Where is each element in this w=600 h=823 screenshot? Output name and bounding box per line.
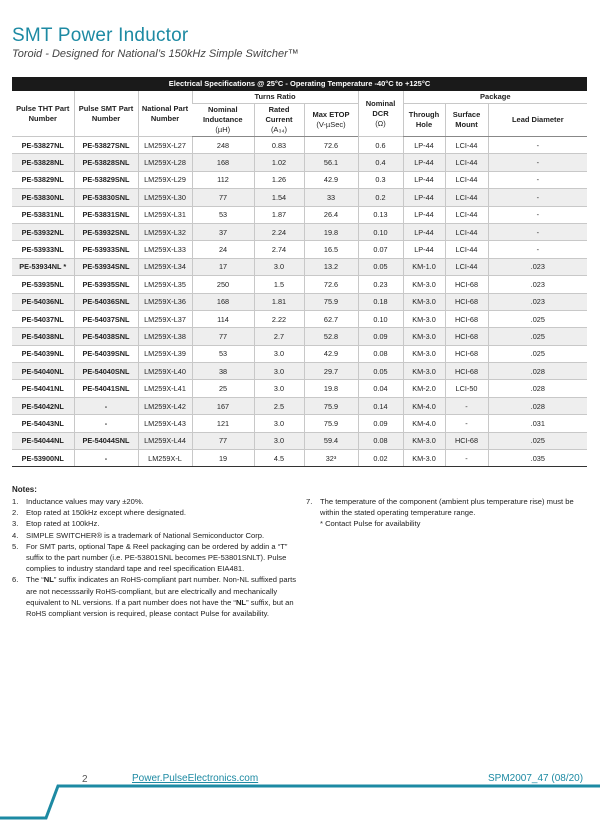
cell-through-hole: KM-4.0: [403, 397, 445, 414]
cell-national-part: LM259X-L41: [138, 380, 192, 397]
cell-inductance: 167: [192, 397, 254, 414]
cell-smt-part: PE-54037SNL: [74, 310, 138, 327]
cell-tht-part: PE-54039NL: [12, 345, 74, 362]
cell-national-part: LM259X-L33: [138, 241, 192, 258]
cell-smt-part: PE-53829SNL: [74, 171, 138, 188]
cell-current: 2.5: [254, 397, 304, 414]
cell-smt-part: PE-54036SNL: [74, 293, 138, 310]
cell-tht-part: PE-53900NL: [12, 450, 74, 467]
note-item: [12, 496, 302, 507]
footer-website-link[interactable]: Power.PulseElectronics.com: [132, 773, 259, 784]
footer-rule: [0, 783, 600, 823]
dcr-label: Nominal DCR: [365, 98, 396, 118]
cell-inductance: 38: [192, 363, 254, 380]
cell-national-part: LM259X-L31: [138, 206, 192, 223]
cell-national-part: LM259X-L27: [138, 137, 192, 154]
cell-current: 3.0: [254, 258, 304, 275]
cell-surface-mount: LCI-44: [445, 223, 488, 240]
cell-smt-part: PE-54038SNL: [74, 328, 138, 345]
cell-dcr: 0.3: [358, 171, 403, 188]
cell-tht-part: PE-54036NL: [12, 293, 74, 310]
cell-inductance: 121: [192, 415, 254, 432]
cell-through-hole: KM-3.0: [403, 432, 445, 449]
cell-inductance: 168: [192, 154, 254, 171]
cell-etop: 42.9: [304, 171, 358, 188]
cell-inductance: 248: [192, 137, 254, 154]
note-text: Inductance values may vary ±20%.: [26, 497, 144, 506]
current-label: Rated Current: [265, 105, 293, 124]
cell-inductance: 77: [192, 432, 254, 449]
cell-through-hole: KM-3.0: [403, 363, 445, 380]
cell-surface-mount: LCI-44: [445, 206, 488, 223]
dcr-unit: (Ω): [375, 118, 386, 128]
cell-inductance: 77: [192, 328, 254, 345]
current-unit: (A₃₄): [270, 125, 288, 134]
cell-national-part: LM259X-L36: [138, 293, 192, 310]
note-text-bold2: NL: [235, 597, 247, 607]
cell-surface-mount: HCI-68: [445, 345, 488, 362]
note-text-post2: ” suffix, but an RoHS compliant version is required, please contact Pulse for availability.: [26, 597, 294, 619]
cell-through-hole: LP-44: [403, 171, 445, 188]
table-row: [12, 258, 587, 275]
cell-surface-mount: LCI-44: [445, 189, 488, 206]
cell-lead-diameter: .035: [488, 450, 587, 467]
notes-left: [12, 496, 302, 619]
cell-current: 3.0: [254, 363, 304, 380]
cell-inductance: 17: [192, 258, 254, 275]
note-item: [306, 496, 586, 518]
header-package: Package: [403, 91, 587, 104]
cell-smt-part: -: [74, 450, 138, 467]
table-row: [12, 432, 587, 449]
cell-etop: 42.9: [304, 345, 358, 362]
note-text-post: ” suffix indicates an RoHS-compliant part number. Non-NL suffixed parts are not necesssarily RoHS-compliant, but are electrically and mechanically equivalent to NL versions. If a part number does not have the “: [26, 575, 296, 607]
spec-band: Electrical Specifications @ 25°C - Operating Temperature -40°C to +125°C: [12, 77, 587, 91]
cell-surface-mount: LCI-44: [445, 154, 488, 171]
cell-tht-part: PE-54038NL: [12, 328, 74, 345]
cell-lead-diameter: -: [488, 241, 587, 258]
cell-lead-diameter: -: [488, 206, 587, 223]
cell-etop: 16.5: [304, 241, 358, 258]
cell-smt-part: PE-53830SNL: [74, 189, 138, 206]
cell-lead-diameter: -: [488, 154, 587, 171]
cell-inductance: 114: [192, 310, 254, 327]
cell-lead-diameter: .023: [488, 258, 587, 275]
cell-inductance: 168: [192, 293, 254, 310]
table-row: [12, 223, 587, 240]
cell-through-hole: LP-44: [403, 241, 445, 258]
cell-current: 2.7: [254, 328, 304, 345]
page-subtitle: Toroid - Designed for National’s 150kHz Simple Switcher™: [12, 48, 299, 60]
cell-surface-mount: LCI-44: [445, 258, 488, 275]
cell-lead-diameter: -: [488, 171, 587, 188]
cell-tht-part: PE-53935NL: [12, 276, 74, 293]
cell-tht-part: PE-54043NL: [12, 415, 74, 432]
cell-through-hole: KM-3.0: [403, 345, 445, 362]
cell-national-part: LM259X-L32: [138, 223, 192, 240]
table-row: [12, 189, 587, 206]
cell-tht-part: PE-53933NL: [12, 241, 74, 258]
cell-smt-part: PE-53935SNL: [74, 276, 138, 293]
cell-tht-part: PE-54042NL: [12, 397, 74, 414]
note-text: SIMPLE SWITCHER® is a trademark of National Semiconductor Corp.: [26, 530, 265, 540]
table-row: [12, 171, 587, 188]
cell-tht-part: PE-54044NL: [12, 432, 74, 449]
cell-through-hole: LP-44: [403, 154, 445, 171]
cell-tht-part: PE-53827NL: [12, 137, 74, 154]
cell-lead-diameter: .028: [488, 380, 587, 397]
header-turns-ratio: Turns Ratio: [192, 91, 358, 104]
cell-surface-mount: -: [445, 397, 488, 414]
cell-current: 1.02: [254, 154, 304, 171]
note-number: 1.: [12, 497, 19, 506]
cell-tht-part: PE-53932NL: [12, 223, 74, 240]
cell-through-hole: LP-44: [403, 189, 445, 206]
cell-dcr: 0.14: [358, 397, 403, 414]
table-row: [12, 345, 587, 362]
footer-doc-code: SPM2007_47 (08/20): [488, 773, 584, 784]
cell-national-part: LM259X-L30: [138, 189, 192, 206]
cell-smt-part: PE-53828SNL: [74, 154, 138, 171]
cell-lead-diameter: .025: [488, 310, 587, 327]
inductance-label: Nominal Inductance: [202, 105, 243, 124]
cell-current: 1.26: [254, 171, 304, 188]
notes-right-list: [306, 496, 586, 518]
note-item: [12, 541, 302, 575]
cell-national-part: LM259X-L29: [138, 171, 192, 188]
note-text: Etop rated at 100kHz.: [26, 519, 100, 529]
note-text-pre: The “: [26, 575, 44, 585]
cell-smt-part: PE-54039SNL: [74, 345, 138, 362]
cell-current: 3.0: [254, 345, 304, 362]
table-row: [12, 241, 587, 258]
cell-current: 4.5: [254, 450, 304, 467]
cell-etop: 72.6: [304, 137, 358, 154]
cell-current: 3.0: [254, 380, 304, 397]
cell-lead-diameter: .028: [488, 397, 587, 414]
cell-etop: 19.8: [304, 380, 358, 397]
inductance-unit: (µH): [215, 125, 231, 134]
cell-through-hole: LP-44: [403, 223, 445, 240]
cell-lead-diameter: -: [488, 223, 587, 240]
cell-tht-part: PE-53934NL *: [12, 258, 74, 275]
note-text: The temperature of the component (ambient plus temperature rise) must be within the stated operating temperature range.: [320, 497, 574, 518]
header-lead-diameter: Lead Diameter: [488, 104, 587, 137]
cell-dcr: 0.4: [358, 154, 403, 171]
cell-lead-diameter: .025: [488, 328, 587, 345]
cell-tht-part: PE-53830NL: [12, 189, 74, 206]
cell-dcr: 0.02: [358, 450, 403, 467]
cell-dcr: 0.09: [358, 328, 403, 345]
cell-surface-mount: HCI-68: [445, 310, 488, 327]
page-title: SMT Power Inductor: [12, 25, 189, 46]
cell-dcr: 0.10: [358, 310, 403, 327]
cell-tht-part: PE-54041NL: [12, 380, 74, 397]
spec-table-body: [12, 137, 587, 467]
table-row: [12, 397, 587, 414]
cell-national-part: LM259X-L38: [138, 328, 192, 345]
cell-smt-part: PE-53827SNL: [74, 137, 138, 154]
cell-etop: 13.2: [304, 258, 358, 275]
cell-dcr: 0.04: [358, 380, 403, 397]
cell-current: 3.0: [254, 432, 304, 449]
cell-smt-part: PE-54040SNL: [74, 363, 138, 380]
cell-etop: 32³: [304, 450, 358, 467]
cell-current: 1.5: [254, 276, 304, 293]
table-row: [12, 450, 587, 467]
etop-label: Max ETOP: [312, 110, 350, 119]
cell-inductance: 112: [192, 171, 254, 188]
cell-etop: 26.4: [304, 206, 358, 223]
cell-tht-part: PE-53831NL: [12, 206, 74, 223]
cell-smt-part: PE-54044SNL: [74, 432, 138, 449]
spec-table-wrapper: [12, 77, 587, 467]
cell-dcr: 0.09: [358, 415, 403, 432]
cell-surface-mount: HCI-68: [445, 328, 488, 345]
cell-national-part: LM259X-L43: [138, 415, 192, 432]
cell-surface-mount: HCI-68: [445, 363, 488, 380]
cell-etop: 75.9: [304, 397, 358, 414]
cell-national-part: LM259X-L39: [138, 345, 192, 362]
cell-dcr: 0.08: [358, 345, 403, 362]
note-number: 7.: [306, 497, 313, 506]
cell-smt-part: -: [74, 397, 138, 414]
cell-inductance: 25: [192, 380, 254, 397]
cell-lead-diameter: .028: [488, 363, 587, 380]
cell-national-part: LM259X-L37: [138, 310, 192, 327]
note-text-bold: NL: [43, 575, 54, 585]
availability-note: * Contact Pulse for availability: [320, 519, 421, 529]
header-through-hole: Through Hole: [403, 104, 445, 137]
cell-current: 2.22: [254, 310, 304, 327]
note-item: [12, 530, 302, 541]
cell-current: 1.54: [254, 189, 304, 206]
table-row: [12, 310, 587, 327]
note-text: [26, 574, 302, 619]
etop-unit: (V-µSec): [316, 120, 346, 129]
cell-through-hole: KM-1.0: [403, 258, 445, 275]
cell-smt-part: PE-54041SNL: [74, 380, 138, 397]
cell-inductance: 250: [192, 276, 254, 293]
note-number: 5.: [12, 541, 19, 551]
note-number: 4.: [12, 530, 19, 540]
cell-lead-diameter: -: [488, 137, 587, 154]
table-row: [12, 293, 587, 310]
notes-title: Notes:: [12, 485, 37, 494]
header-inductance: [192, 104, 254, 137]
cell-dcr: 0.6: [358, 137, 403, 154]
spec-table: [12, 77, 587, 467]
cell-inductance: 77: [192, 189, 254, 206]
cell-dcr: 0.07: [358, 241, 403, 258]
cell-inductance: 19: [192, 450, 254, 467]
header-national: National Part Number: [138, 91, 192, 137]
cell-surface-mount: -: [445, 415, 488, 432]
note-text: Etop rated at 150kHz except where designated.: [26, 508, 186, 518]
table-row: [12, 380, 587, 397]
note-text: For SMT parts, optional Tape & Reel packaging can be ordered by addin a “T” suffix to the part number (i.e. PE-53801SNL becomes PE-53801SNLT). Pulse complies to industry standard tape and reel specification EIA481.: [26, 541, 288, 574]
note-item: [12, 507, 302, 518]
table-row: [12, 137, 587, 154]
cell-smt-part: PE-53933SNL: [74, 241, 138, 258]
cell-etop: 56.1: [304, 154, 358, 171]
table-row: [12, 276, 587, 293]
cell-current: 3.0: [254, 415, 304, 432]
cell-through-hole: KM-2.0: [403, 380, 445, 397]
cell-etop: 52.8: [304, 328, 358, 345]
cell-lead-diameter: .025: [488, 345, 587, 362]
table-row: [12, 363, 587, 380]
table-row: [12, 206, 587, 223]
cell-smt-part: -: [74, 415, 138, 432]
cell-etop: 62.7: [304, 310, 358, 327]
cell-dcr: 0.23: [358, 276, 403, 293]
header-etop: [304, 104, 358, 137]
cell-inductance: 53: [192, 206, 254, 223]
cell-inductance: 24: [192, 241, 254, 258]
cell-lead-diameter: .023: [488, 293, 587, 310]
cell-current: 1.87: [254, 206, 304, 223]
cell-surface-mount: -: [445, 450, 488, 467]
cell-surface-mount: HCI-68: [445, 432, 488, 449]
cell-smt-part: PE-53932SNL: [74, 223, 138, 240]
cell-etop: 19.8: [304, 223, 358, 240]
cell-lead-diameter: .023: [488, 276, 587, 293]
cell-dcr: 0.05: [358, 363, 403, 380]
cell-through-hole: KM-3.0: [403, 293, 445, 310]
header-smt: Pulse SMT Part Number: [74, 91, 138, 137]
cell-tht-part: PE-54040NL: [12, 363, 74, 380]
table-row: [12, 415, 587, 432]
cell-through-hole: KM-3.0: [403, 328, 445, 345]
cell-through-hole: LP-44: [403, 137, 445, 154]
cell-etop: 29.7: [304, 363, 358, 380]
cell-tht-part: PE-54037NL: [12, 310, 74, 327]
cell-etop: 72.6: [304, 276, 358, 293]
cell-surface-mount: LCI-50: [445, 380, 488, 397]
cell-etop: 75.9: [304, 415, 358, 432]
cell-tht-part: PE-53828NL: [12, 154, 74, 171]
cell-national-part: LM259X-L40: [138, 363, 192, 380]
cell-current: 2.24: [254, 223, 304, 240]
cell-dcr: 0.13: [358, 206, 403, 223]
cell-surface-mount: LCI-44: [445, 241, 488, 258]
note-item: [12, 518, 302, 529]
cell-inductance: 37: [192, 223, 254, 240]
cell-national-part: LM259X-L44: [138, 432, 192, 449]
cell-through-hole: KM-3.0: [403, 450, 445, 467]
cell-lead-diameter: -: [488, 189, 587, 206]
cell-national-part: LM259X-L34: [138, 258, 192, 275]
table-row: [12, 328, 587, 345]
cell-through-hole: KM-4.0: [403, 415, 445, 432]
cell-national-part: LM259X-L28: [138, 154, 192, 171]
cell-dcr: 0.05: [358, 258, 403, 275]
cell-lead-diameter: .025: [488, 432, 587, 449]
cell-lead-diameter: .031: [488, 415, 587, 432]
cell-national-part: LM259X-L42: [138, 397, 192, 414]
cell-surface-mount: LCI-44: [445, 171, 488, 188]
cell-tht-part: PE-53829NL: [12, 171, 74, 188]
note-number: 6.: [12, 575, 19, 585]
cell-current: 0.83: [254, 137, 304, 154]
notes-right: [306, 496, 586, 530]
cell-current: 2.74: [254, 241, 304, 258]
cell-national-part: LM259X-L: [138, 450, 192, 467]
cell-surface-mount: LCI-44: [445, 137, 488, 154]
header-current: [254, 104, 304, 137]
cell-dcr: 0.18: [358, 293, 403, 310]
cell-etop: 33: [304, 189, 358, 206]
cell-surface-mount: HCI-68: [445, 293, 488, 310]
cell-etop: 59.4: [304, 432, 358, 449]
note-number: 3.: [12, 519, 19, 529]
cell-through-hole: LP-44: [403, 206, 445, 223]
cell-current: 1.81: [254, 293, 304, 310]
header-dcr: [358, 91, 403, 137]
cell-through-hole: KM-3.0: [403, 310, 445, 327]
cell-etop: 75.9: [304, 293, 358, 310]
cell-surface-mount: HCI-68: [445, 276, 488, 293]
cell-smt-part: PE-53831SNL: [74, 206, 138, 223]
cell-dcr: 0.10: [358, 223, 403, 240]
cell-dcr: 0.08: [358, 432, 403, 449]
page-number: 2: [82, 774, 88, 785]
cell-smt-part: PE-53934SNL: [74, 258, 138, 275]
note-number: 2.: [12, 508, 19, 518]
cell-inductance: 53: [192, 345, 254, 362]
cell-national-part: LM259X-L35: [138, 276, 192, 293]
cell-dcr: 0.2: [358, 189, 403, 206]
cell-through-hole: KM-3.0: [403, 276, 445, 293]
note-item: [12, 574, 302, 619]
header-tht: Pulse THT Part Number: [16, 103, 70, 123]
header-surface-mount: Surface Mount: [445, 104, 488, 137]
table-row: [12, 154, 587, 171]
